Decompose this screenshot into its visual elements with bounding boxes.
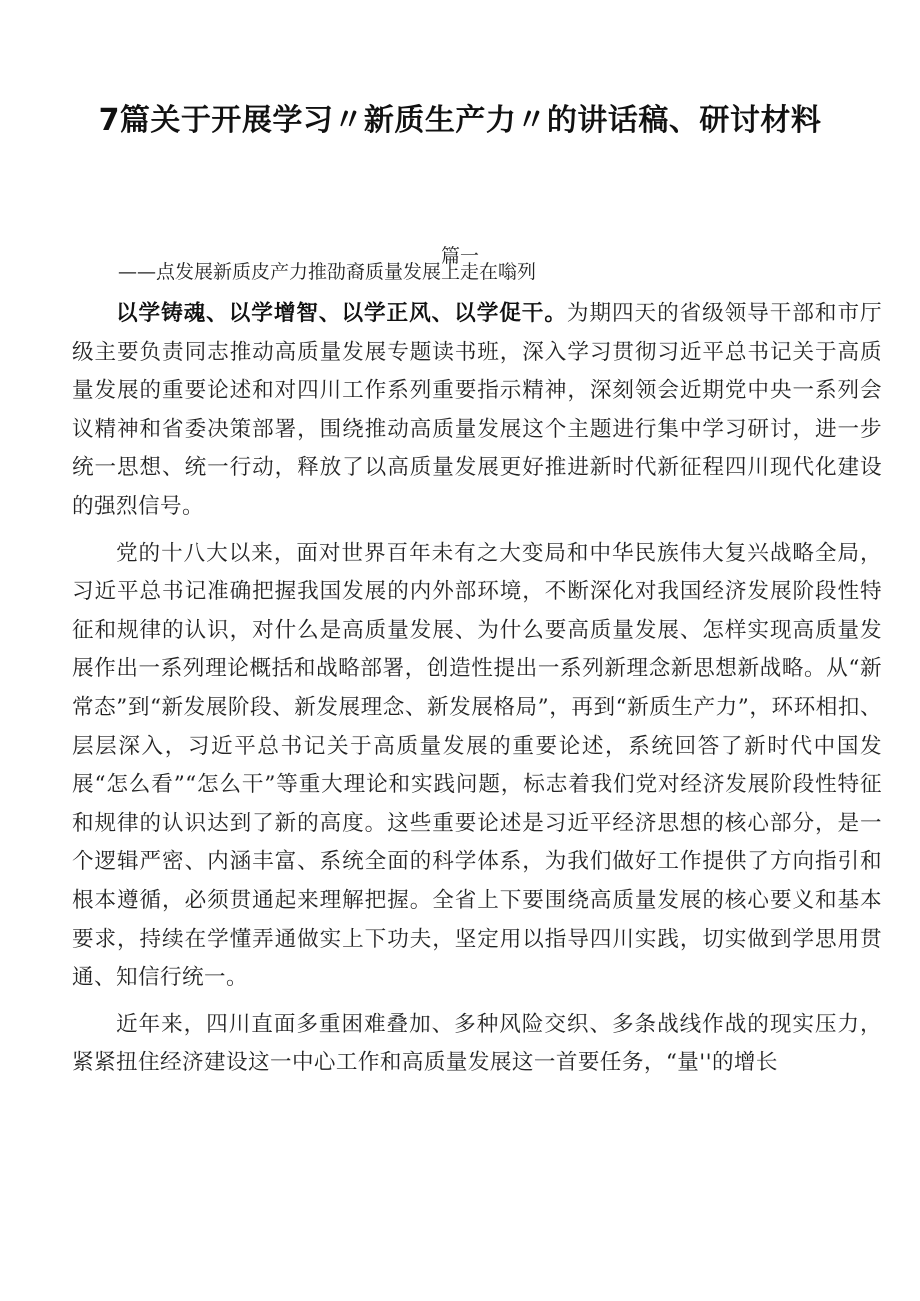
document-body <box>72 295 882 1091</box>
section-label: 篇一 <box>440 245 479 267</box>
document-title: 7篇关于开展学习〃新质生产力〃的讲话稿、研讨材料 <box>98 103 822 138</box>
paragraph-text: 党的十八大以来，面对世界百年未有之大变局和中华民族伟大复兴战略全局，习近平总书记准确把握我国发展的内外部环境，不断深化对我国经济发展阶段性特征和规律的认识，对什么是高质量发展、为什么要高质量发展、怎样实现高质量发展作出一系列理论概括和战略部署，创造性提出一系列新理念新思想新战略。从“新常态”到“新发展阶段、新发展理念、新发展格局”，再到“新质生产力”，环环相扣、层层深入，习近平总书记关于高质量发展的重要论述，系统回答了新时代中国发展“怎么看”“怎么干”等重大理论和实践问题，标志着我们党对经济发展阶段性特征和规律的认识达到了新的高度。这些重要论述是习近平经济思想的核心部分，是一个逻辑严密、内涵丰富、系统全面的科学体系，为我们做好工作提供了方向指引和根本遵循，必须贯通起来理解把握。全省上下要围绕高质量发展的核心要义和基本要求，持续在学懂弄通做实上下功夫，坚定用以指导四川实践，切实做到学思用贯通、知信行统一。 <box>72 540 882 991</box>
section-subtitle: ——点发展新质皮产力推劭裔质量发展上走在嗡列 <box>118 261 537 283</box>
paragraph-3 <box>72 1006 882 1083</box>
paragraph-lead: 以学铸魂、以学增智、以学正风、以学促干。 <box>116 301 567 326</box>
paragraph-text: 为期四天的省级领导干部和市厅级主要负责同志推动高质量发展专题读书班，深入学习贯彻习近平总书记关于高质量发展的重要论述和对四川工作系列重要指示精神，深刻领会近期党中央一系列会议精神和省委决策部署，围绕推动高质量发展这个主题进行集中学习研讨，进一步统一思想、统一行动，释放了以高质量发展更好推进新时代新征程四川现代化建设的强烈信号。 <box>72 301 882 519</box>
paragraph-text: 近年来，四川直面多重困难叠加、多种风险交织、多条战线作战的现实压力，紧紧扭住经济建设这一中心工作和高质量发展这一首要任务，“量''的增长 <box>72 1011 882 1076</box>
paragraph-2 <box>72 535 882 998</box>
paragraph-1 <box>72 295 882 527</box>
